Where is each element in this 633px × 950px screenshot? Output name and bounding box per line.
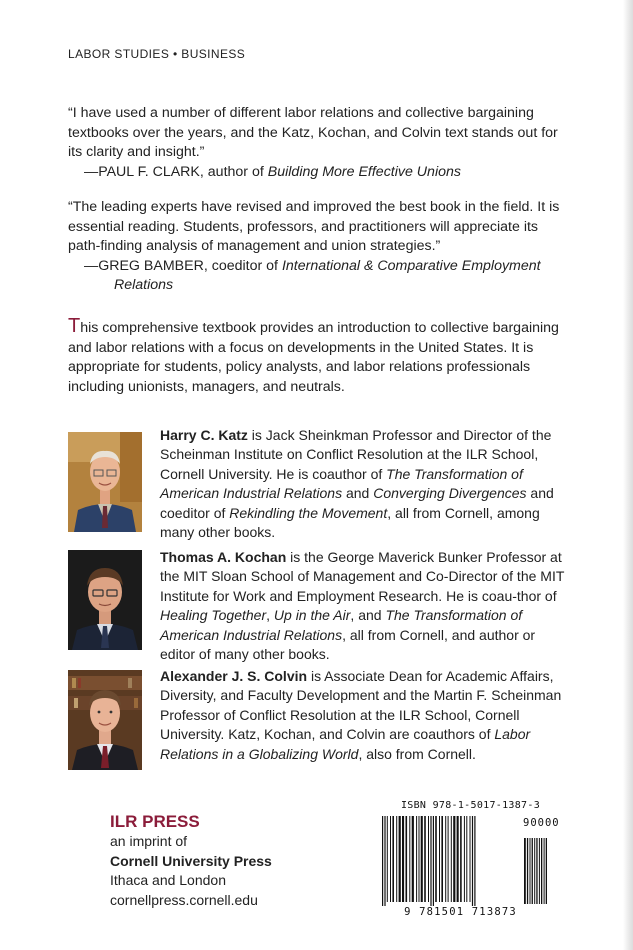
author-portrait-image — [68, 670, 142, 770]
author-portrait-image — [68, 550, 142, 650]
barcode-bar — [532, 838, 533, 904]
barcode-bar — [439, 816, 440, 902]
book-title: Labor Relations in a Globalizing World — [160, 726, 531, 762]
bio-text: , also from Cornell. — [358, 745, 476, 762]
barcode-bar — [453, 816, 455, 902]
barcode-bar — [466, 816, 467, 902]
page-edge-shadow — [623, 0, 633, 950]
barcode-bar — [406, 816, 408, 902]
barcode-bar — [384, 816, 385, 906]
price-addon-digits: 90000 — [523, 817, 560, 829]
isbn-barcode — [378, 800, 563, 920]
barcode-bar — [474, 816, 475, 906]
barcode-bar — [448, 816, 449, 902]
quote-attribution — [68, 257, 568, 296]
bio-text: is Associate Dean for Academic Affairs, Diversity, and Faculty Development and the Martin F. Scheinman Professor of Conflict Resolution at the ILR School, Cornell University. Katz, Kochan, and Colvin are coauthors of — [160, 668, 562, 743]
barcode-bar — [409, 816, 410, 902]
barcode-bar — [421, 816, 423, 902]
quote-attribution — [68, 163, 568, 183]
quote-work-title-continued: Relations — [114, 277, 174, 293]
barcode-bar — [390, 816, 391, 902]
barcode-bar — [428, 816, 429, 902]
bio-text: , — [266, 607, 274, 624]
barcode-bar — [416, 816, 417, 902]
ean-digits: 9 781501 713873 — [404, 906, 517, 918]
publisher-imprint-line: an imprint of — [110, 833, 188, 849]
quote-text: “The leading experts have revised and improved the best book in the field. It is essential reading. Students, professors, and practitioners will appreciate its path-finding analysis of management and union strategies.” — [68, 199, 560, 254]
publisher-name: ILR PRESS — [110, 812, 200, 831]
book-title: The Transformation of American Industrial Relations — [160, 607, 523, 643]
quote-text: “I have used a number of different labor relations and collective bargaining textbooks over the years, and the Katz, Kochan, and Colvin text stands out for its clarity and insight.” — [68, 105, 558, 160]
author-bio — [160, 667, 570, 764]
barcode-bar — [399, 816, 401, 902]
barcode-bar — [539, 838, 540, 904]
author-portrait-image — [68, 432, 142, 532]
bio-text: is the George Maverick Bunker Professor at the MIT Sloan School of Management and Co-Director of the MIT Institute for Work and Employment Research. He is coau-thor of — [160, 549, 565, 604]
book-title: Rekindling the Movement — [229, 504, 388, 521]
barcode-bar — [541, 838, 542, 904]
book-title: The Transformation of American Industrial Relations — [160, 465, 523, 502]
barcode-bar — [430, 816, 431, 906]
bio-text: , all from Cornell, and author or editor of many other books. — [160, 626, 536, 663]
bio-text: , all from Cornell, among many other books. — [160, 504, 540, 541]
barcode-bar — [472, 816, 473, 906]
isbn-label: ISBN 978-1-5017-1387-3 — [400, 800, 541, 811]
author-name: Harry C. Katz — [160, 427, 248, 443]
book-description — [68, 315, 560, 397]
quote-author-role: author of — [207, 163, 264, 180]
author-bio — [160, 548, 570, 664]
barcode-bar — [435, 816, 437, 902]
barcode-bar — [445, 816, 446, 902]
drop-cap: T — [68, 315, 81, 337]
book-title: Converging Divergences — [373, 485, 527, 502]
barcode-bar — [412, 816, 414, 902]
barcode-bar — [387, 816, 388, 902]
blurb-quote — [68, 104, 568, 182]
quote-author: —PAUL F. CLARK, — [84, 163, 204, 180]
barcode-bar — [419, 816, 420, 902]
barcode-bar — [464, 816, 465, 902]
barcode-bar — [546, 838, 547, 904]
barcode-bar — [527, 838, 528, 904]
publisher-parent: Cornell University Press — [110, 852, 272, 869]
barcode-bar — [441, 816, 443, 902]
quote-author-role: coeditor of — [211, 257, 278, 274]
barcode-bar — [457, 816, 459, 902]
author-name: Alexander J. S. Colvin — [160, 668, 308, 684]
book-title: Healing Together — [160, 607, 267, 624]
barcode-bar — [433, 816, 434, 906]
barcode-bar — [534, 838, 535, 904]
barcode-bar — [382, 816, 383, 906]
bio-text: and — [342, 485, 374, 502]
barcode-bar — [544, 838, 545, 904]
barcode-bar — [392, 816, 394, 902]
barcode-bar — [396, 816, 397, 902]
author-photo-colvin — [68, 670, 142, 770]
barcode-bar — [530, 838, 531, 904]
author-photo-kochan — [68, 550, 142, 650]
bio-text: is Jack Sheinkman Professor and Director of the Scheinman Institute on Conflict Resolution at the ILR School, Cornell University. He is coauthor of — [160, 427, 552, 482]
author-photo-katz — [68, 432, 142, 532]
blurb-quote — [68, 198, 568, 296]
bio-text: and coeditor of — [160, 485, 554, 521]
barcode-bar — [524, 838, 526, 904]
barcode-bar — [402, 816, 404, 902]
publisher-block — [110, 812, 272, 910]
barcode-bar — [424, 816, 426, 902]
book-title: Up in the Air — [273, 607, 351, 624]
quote-work-title: Building More Effective Unions — [267, 163, 461, 180]
publisher-location: Ithaca and London — [110, 872, 226, 888]
publisher-website: cornellpress.cornell.edu — [110, 891, 258, 908]
quote-work-title: International & Comparative Employment — [281, 257, 541, 274]
barcode-bar — [536, 838, 537, 904]
author-name: Thomas A. Kochan — [160, 549, 287, 565]
barcode-bar — [470, 816, 471, 902]
author-bio — [160, 426, 570, 542]
barcode-bar — [460, 816, 462, 902]
category-label: LABOR STUDIES • BUSINESS — [68, 47, 246, 61]
quote-author: —GREG BAMBER, — [84, 257, 208, 274]
barcode-bar — [451, 816, 452, 902]
bio-text: , and — [350, 607, 386, 624]
description-text: his comprehensive textbook provides an introduction to collective bargaining and labor relations with a focus on developments in the United States. It is appropriate for students, policy analysts, and labor relations professionals including unionists, managers, and neutrals. — [68, 320, 559, 395]
